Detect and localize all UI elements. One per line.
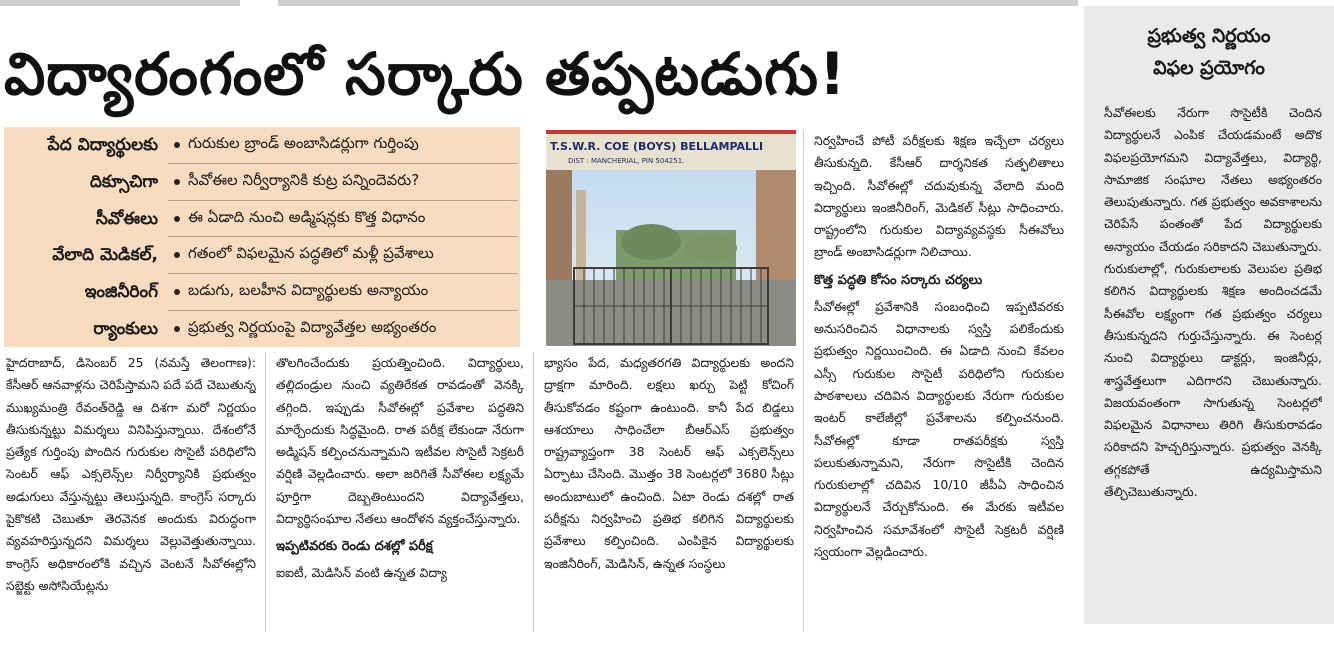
bullet-icon xyxy=(174,289,180,295)
subhead-line: సీవోఈలు xyxy=(95,208,158,229)
sign-text: T.S.W.R. COE (BOYS) BELLAMPALLI xyxy=(550,140,764,153)
highlight-point: బడుగు, బలహీన విద్యార్థులకు అన్యాయం xyxy=(168,274,518,311)
highlights-subhead xyxy=(4,127,162,347)
bullet-icon xyxy=(174,179,180,185)
bullet-icon xyxy=(174,216,180,222)
highlight-point: గతంలో విఫలమైన పద్ధతిలో మళ్లీ ప్రవేశాలు xyxy=(168,237,518,274)
highlight-point: ఈ ఏడాది నుంచి అడ్మిషన్లకు కొత్త విధానం xyxy=(168,201,518,238)
bullet-icon xyxy=(174,252,180,258)
subheading: ఇప్పటివరకు రెండు దశల్లో పరీక్ష xyxy=(276,539,433,555)
subhead-line: దిక్సూచిగా xyxy=(89,171,158,192)
sidebar-body: సీవోఈలకు నేరుగా సొసైటీకి చెందిన విద్యార్థులనే ఎంపిక చేయడమంటే అదొక విఫలప్రయోగమని విద్యావేత్తలు, విద్యార్థి, సామాజిక సంఘాల నేతలు అభ్యంతరం తెలుపుతున్నారు. గత ప్రభుత్వం అవకాశాలను చెరిపేసే పంతంతో పేద విద్యార్థులకు అన్యాయం చేయడం సరికాదని చెబుతున్నారు. గురుకులాల్లో, గురుకులాలకు వెలుపల ప్రతిభ కలిగిన విద్యార్థులకు శిక్షణ అందించడమే సీఈవోల లక్ష్యంగా గత ప్రభుత్వం చర్యలు తీసుకున్నదని గుర్తుచేస్తున్నారు. ఈ సెంటర్ల నుంచి విద్యార్థులు డాక్టర్లు, ఇంజినీర్లు, శాస్త్రవేత్తలుగా ఎదిగారని చెబుతున్నారు. విజయవంతంగా సాగుతున్న సెంటర్లలో విఫలమైన విధానాలు తిరిగి తీసుకురావడం సరికాదని హెచ్చరిస్తున్నారు. ప్రభుత్వం వెనక్కి తగ్గకపోతే ఉద్యమిస్తామని తేల్చిచెబుతున్నారు. xyxy=(1104,105,1322,500)
sidebar-title: ప్రభుత్వ నిర్ణయం విఫల ప్రయోగం xyxy=(1147,25,1271,79)
bullet-icon xyxy=(174,326,180,332)
column-divider xyxy=(803,130,804,632)
headline: విద్యారంగంలో సర్కారు తప్పటడుగు! xyxy=(4,40,847,108)
article-column-1: హైదరాబాద్, డిసెంబర్ 25 (నమస్తే తెలంగాణ): కేసీఆర్ ఆనవాళ్లను చెరిపేస్తామని పదే పదే చెబుతున్న ముఖ్యమంత్రి రేవంత్‌రెడ్డి ఆ దిశగా మరో నిర్ణయం తీసుకున్నట్టు విమర్శలు వినిపిస్తున్నాయి. దేశంలోనే ప్రత్యేక గుర్తింపు పొందిన గురుకుల సొసైటీ పరిధిలోని సెంటర్ ఆఫ్ ఎక్సలెన్స్‌ల నిర్వీర్యానికి ప్రభుత్వం అడుగులు వేస్తున్నట్టు తెలుస్తున్నది. కాంగ్రెస్ సర్కారు పైకొకటి చెబుతూ తెరవెనక అందుకు విరుద్ధంగా వ్యవహరిస్తున్నదని విమర్శలు వెల్లువెత్తుతున్నాయి. కాంగ్రెస్ అధికారంలోకి వచ్చిన వెంటనే సీవోఈల్లోని సబ్జెక్టు అసోసియేట్లను xyxy=(6,355,256,593)
news-photo xyxy=(546,130,796,346)
sign-subtext: DIST : MANCHERIAL, PIN 504251. xyxy=(568,157,685,165)
highlight-point: సీవోఈల నిర్వీర్యానికి కుట్ర పన్నిందెవరు? xyxy=(168,164,518,201)
highlights-box xyxy=(4,127,520,347)
highlight-points xyxy=(168,127,518,347)
top-rule xyxy=(278,0,1078,6)
bullet-icon xyxy=(174,142,180,148)
top-rule xyxy=(0,0,240,6)
article-column-4: నిర్వహించే పోటీ పరీక్షలకు శిక్షణ ఇచ్చేలా చర్యలు తీసుకున్నది. కేసీఆర్ దార్శనికత సత్ఫలితాలు ఇచ్చింది. సీవోఈల్లో చదువుకున్న వేలాది మంది విద్యార్థులు ఇంజినీరింగ్, మెడికల్ సీట్లు సాధించారు. రాష్ట్రంలోని గురుకుల విద్యావ్యవస్థకు సీఈవోలు బ్రాండ్ అంబాసిడర్లుగా నిలిచాయి. కొత్త పద్ధతి కోసం సర్కారు చర్యలు సీవోఈల్లో ప్రవేశానికి సంబంధించి ఇప్పటివరకు అనుసరించిన విధానాలకు స్వస్తి పలికేందుకు ప్రభుత్వం నిర్ణయించింది. ఈ ఏడాది నుంచి కేవలం ఎస్సీ గురుకుల సొసైటీ పరిధిలోని గురుకుల పాఠశాలలు చదివిన విద్యార్థులకు నేరుగా గురుకుల ఇంటర్ కాలేజీల్లో ప్రవేశాలను కల్పించనుంది. సీవోఈల్లో కూడా రాతపరీక్షకు స్వస్తి పలుకుతున్నామని, నేరుగా సొసైటీకి చెందిన గురుకులాల్లో చదివిన 10/10 జీపీఏ సాధించిన విద్యార్థులనే చేర్చుకోనుంది. ఈ మేరకు ఇటీవల నిర్వహించిన సమావేశంలో సొసైటీ సెక్రటరీ వర్షిణి స్వయంగా వెల్లడించారు. xyxy=(814,133,1064,560)
sidebar-box xyxy=(1084,6,1334,624)
subhead-line: ఇంజినీరింగ్ xyxy=(84,282,158,303)
highlight-point: గురుకుల బ్రాండ్ అంబాసిడర్లుగా గుర్తింపు xyxy=(168,127,518,164)
column-divider xyxy=(533,352,534,632)
subhead-line: పేద విద్యార్థులకు xyxy=(47,135,158,155)
article-column-3: భ్యాసం పేద, మధ్యతరగతి విద్యార్థులకు అందని ద్రాక్షగా మారింది. లక్షలు ఖర్చు పెట్టి కోచింగ్ తీసుకోవడం కష్టంగా ఉంటుంది. కానీ పేద బిడ్డలు ఆశయాలు సాధించేలా బీఆర్ఎస్ ప్రభుత్వం రాష్ట్రవ్యాప్తంగా 38 సెంటర్ ఆఫ్ ఎక్సలెన్స్‌లు ఏర్పాటు చేసింది. మొత్తం 38 సెంటర్లలో 3680 సీట్లు అందుబాటులో ఉంచింది. ఏటా రెండు దశల్లో రాత పరీక్షను నిర్వహించి ప్రతిభ కలిగిన విద్యార్థులకు ప్రవేశాలు కల్పించింది. ఎంపికైన విద్యార్థులకు ఇంజినీరింగ్, మెడిసిన్, ఉన్నత సంస్థలు xyxy=(544,355,794,571)
column-divider xyxy=(265,352,266,632)
highlight-point: ప్రభుత్వ నిర్ణయంపై విద్యావేత్తల అభ్యంతరం xyxy=(168,311,518,347)
subhead-line: వేలాది మెడికల్, xyxy=(52,245,158,266)
article-column-2: తొలగించేందుకు ప్రయత్నించింది. విద్యార్థులు, తల్లిదండ్రుల నుంచి వ్యతిరేకత రావడంతో వెనక్కి తగ్గింది. ఇప్పుడు సీవోఈల్లో ప్రవేశాల పద్ధతిని మార్చేందుకు సిద్ధమైంది. రాత పరీక్ష లేకుండా నేరుగా అడ్మిషన్ కల్పించనున్నామని ఇటీవల సొసైటీ సెక్రటరీ వర్షిణి వెల్లడించారు. అలా జరిగితే సీవోఈల లక్ష్యమే పూర్తిగా దెబ్బతింటుందని విద్యావేత్తలు, విద్యార్థిసంఘాల నేతలు ఆందోళన వ్యక్తంచేస్తున్నారు. ఇప్పటివరకు రెండు దశల్లో పరీక్ష ఐఐటీ, మెడిసిన్ వంటి ఉన్నత విద్యా xyxy=(276,355,524,581)
subhead-line: ర్యాంకులు xyxy=(93,318,158,339)
subheading: కొత్త పద్ధతి కోసం సర్కారు చర్యలు xyxy=(814,272,983,288)
